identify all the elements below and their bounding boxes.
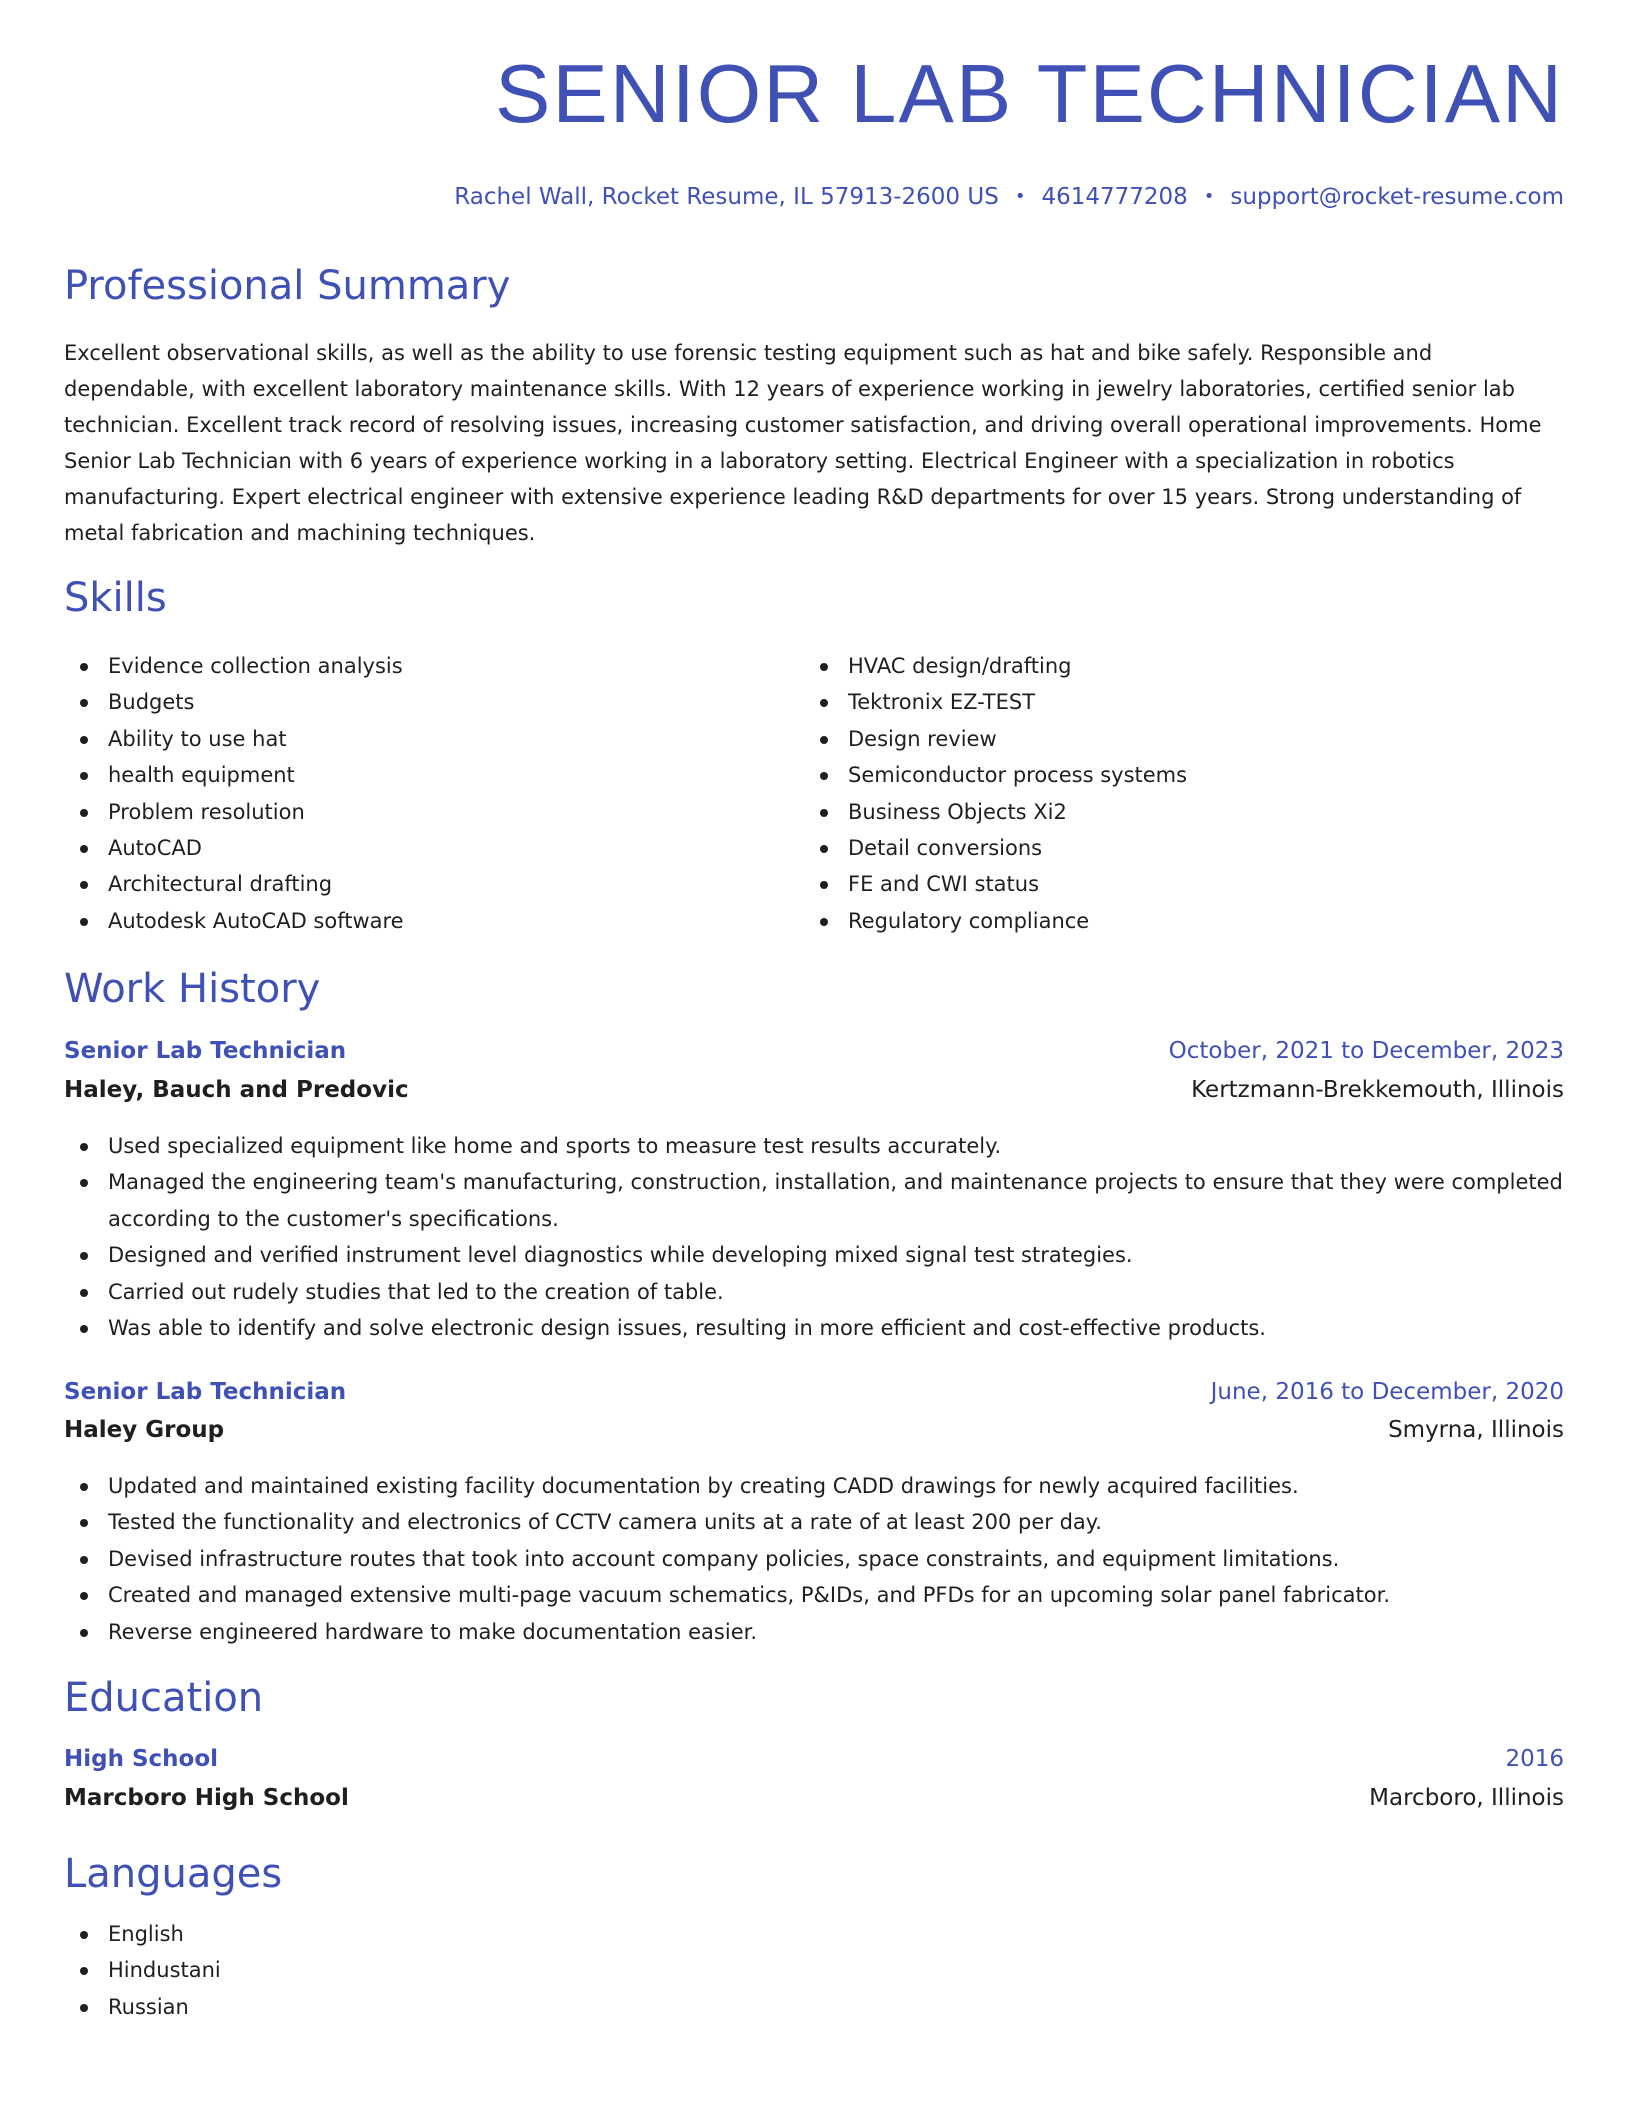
job-role-row	[64, 1379, 1564, 1413]
skill-item: health equipment	[64, 757, 404, 793]
skills-heading: Skills	[64, 575, 167, 621]
job-duty: Was able to identify and solve electronic design issues, resulting in more efficient and cost-effective products.	[64, 1310, 1564, 1346]
language-item: English	[64, 1916, 1564, 1952]
job-role: Senior Lab Technician	[64, 1379, 347, 1405]
education-school-row	[64, 1785, 1564, 1819]
education-degree: High School	[64, 1746, 219, 1772]
job-duties-list	[64, 1128, 1564, 1346]
education-heading: Education	[64, 1675, 264, 1721]
job-title: SENIOR LAB TECHNICIAN	[495, 47, 1564, 140]
skill-item: Tektronix EZ-TEST	[804, 684, 1187, 720]
skill-item: Business Objects Xi2	[804, 794, 1187, 830]
contact-separator: •	[1014, 186, 1026, 207]
skill-item: Detail conversions	[804, 830, 1187, 866]
skill-item: AutoCAD	[64, 830, 404, 866]
skill-item: Design review	[804, 721, 1187, 757]
skill-item: Architectural drafting	[64, 866, 404, 902]
contact-phone: 4614777208	[1041, 184, 1188, 210]
skill-item: Semiconductor process systems	[804, 757, 1187, 793]
job-company-row	[64, 1077, 1564, 1111]
job-role-row	[64, 1038, 1564, 1072]
contact-address: Rachel Wall, Rocket Resume, IL 57913-2600 US	[454, 184, 999, 210]
job-duty: Managed the engineering team's manufacturing, construction, installation, and maintenance projects to ensure that they were completed according to the customer's specifications.	[64, 1164, 1564, 1237]
job-duty: Devised infrastructure routes that took into account company policies, space constraints, and equipment limitations.	[64, 1541, 1564, 1577]
job-duty: Tested the functionality and electronics of CCTV camera units at a rate of at least 200 per day.	[64, 1504, 1564, 1540]
languages-list	[64, 1916, 1564, 2025]
skill-item: FE and CWI status	[804, 866, 1187, 902]
language-item: Russian	[64, 1989, 1564, 2025]
skill-item: Autodesk AutoCAD software	[64, 903, 404, 939]
summary-heading: Professional Summary	[64, 263, 511, 309]
job-duty: Reverse engineered hardware to make documentation easier.	[64, 1614, 1564, 1650]
skill-item: Budgets	[64, 684, 404, 720]
job-company: Haley Group	[64, 1417, 225, 1443]
job-company-row	[64, 1417, 1564, 1451]
education-year: 2016	[1505, 1746, 1564, 1772]
education-school: Marcboro High School	[64, 1785, 349, 1811]
job-dates: October, 2021 to December, 2023	[1168, 1038, 1564, 1064]
job-role: Senior Lab Technician	[64, 1038, 347, 1064]
job-duty: Created and managed extensive multi-page vacuum schematics, P&IDs, and PFDs for an upcoming solar panel fabricator.	[64, 1577, 1564, 1613]
job-dates: June, 2016 to December, 2020	[1210, 1379, 1564, 1405]
skills-list-left	[64, 648, 404, 939]
job-duty: Updated and maintained existing facility documentation by creating CADD drawings for newly acquired facilities.	[64, 1468, 1564, 1504]
work-history-heading: Work History	[64, 966, 321, 1012]
job-duty: Carried out rudely studies that led to the creation of table.	[64, 1274, 1564, 1310]
job-duties-list	[64, 1468, 1564, 1650]
job-location: Smyrna, Illinois	[1388, 1417, 1564, 1443]
education-location: Marcboro, Illinois	[1369, 1785, 1564, 1811]
languages-heading: Languages	[64, 1851, 283, 1897]
job-location: Kertzmann-Brekkemouth, Illinois	[1191, 1077, 1564, 1103]
summary-text: Excellent observational skills, as well as the ability to use forensic testing equipment such as hat and bike safely. Responsible and dependable, with excellent laboratory maintenance skills. With 12 years of experience working in jewelry laboratories, certified senior lab technician. Excellent track record of resolving issues, increasing customer satisfaction, and driving overall operational improvements. Home Senior Lab Technician with 6 years of experience working in a laboratory setting. Electrical Engineer with a specialization in robotics manufacturing. Expert electrical engineer with extensive experience leading R&D departments for over 15 years. Strong understanding of metal fabrication and machining techniques.	[64, 341, 1542, 545]
skill-item: Regulatory compliance	[804, 903, 1187, 939]
job-duty: Designed and verified instrument level diagnostics while developing mixed signal test strategies.	[64, 1237, 1564, 1273]
skill-item: HVAC design/drafting	[804, 648, 1187, 684]
skill-item: Problem resolution	[64, 794, 404, 830]
skill-item: Evidence collection analysis	[64, 648, 404, 684]
language-item: Hindustani	[64, 1952, 1564, 1988]
contact-email: support@rocket-resume.com	[1230, 184, 1564, 210]
job-company: Haley, Bauch and Predovic	[64, 1077, 409, 1103]
skills-list-right	[804, 648, 1187, 939]
contact-separator: •	[1203, 186, 1215, 207]
education-degree-row	[64, 1746, 1564, 1780]
job-duty: Used specialized equipment like home and sports to measure test results accurately.	[64, 1128, 1564, 1164]
contact-line	[454, 181, 1564, 215]
skill-item: Ability to use hat	[64, 721, 404, 757]
